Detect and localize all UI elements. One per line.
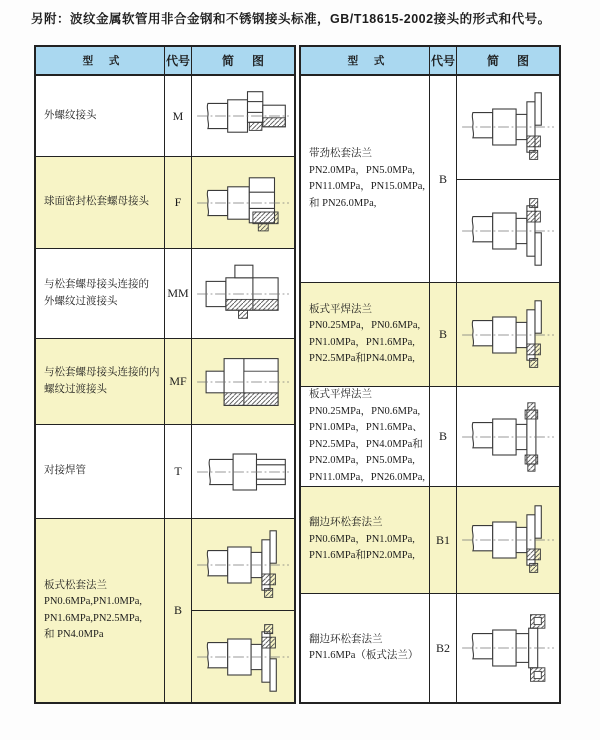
table-header-row	[301, 47, 559, 75]
table-row	[301, 593, 559, 702]
diagram-flange-sym	[457, 387, 559, 486]
fitting-type-line: 和 PN26.0MPa,	[309, 197, 377, 209]
fitting-diagram-cell	[456, 76, 559, 282]
fitting-type-line: PN11.0MPa，PN26.0MPa,	[309, 471, 426, 483]
loose-flange-stem-up-icon	[193, 529, 293, 601]
page-title: 另附：波纹金属软管用非合金钢和不锈钢接头标准，GB/T18615-2002接头的形式和代号。	[31, 12, 551, 26]
diagram-ring-b2	[457, 594, 559, 702]
fitting-type-cell	[301, 487, 429, 593]
header-code: 代号	[164, 47, 191, 74]
loose-flange-stem-up-icon	[458, 91, 558, 163]
fitting-diagram-cell	[456, 594, 559, 702]
fitting-type-line: 翻边环松套法兰	[309, 633, 383, 645]
fitting-diagram-cell	[456, 487, 559, 593]
table-row	[36, 156, 294, 248]
fitting-code-cell: B	[429, 76, 456, 282]
fitting-type-line: PN2.0MPa，PN5.0MPa,	[309, 455, 415, 466]
fitting-type-cell	[36, 249, 164, 338]
diagram-mm	[192, 249, 294, 338]
fitting-type-cell	[36, 339, 164, 424]
table-row	[301, 282, 559, 386]
table-row	[301, 486, 559, 593]
fitting-code-cell: B2	[429, 594, 456, 702]
fitting-type-line: 球面密封松套螺母接头	[44, 196, 149, 208]
fitting-diagram-cell	[191, 249, 294, 338]
fitting-type-cell	[301, 76, 429, 282]
fitting-diagram-cell	[191, 76, 294, 156]
fitting-diagram-cell	[456, 283, 559, 386]
fitting-type-line: 外螺纹过渡接头	[44, 295, 118, 307]
butt-weld-pipe-icon	[193, 436, 293, 508]
male-female-adapter-icon	[193, 346, 293, 418]
fitting-diagram-cell	[456, 387, 559, 486]
fitting-code-cell: T	[164, 425, 191, 518]
fitting-type-cell	[36, 519, 164, 702]
fitting-code-cell: MF	[164, 339, 191, 424]
fitting-type-line: PN1.6MPa和PN2.0MPa,	[309, 550, 415, 562]
fitting-type-line: PN1.0MPa，PN1.6MPa,	[309, 336, 415, 348]
fitting-type-line: 板式平焊法兰	[309, 303, 372, 315]
fitting-type-cell	[36, 425, 164, 518]
fittings-table-left	[34, 45, 296, 704]
lapped-ring-flange-icon	[458, 612, 558, 684]
fitting-type-line: PN2.0MPa，PN5.0MPa,	[309, 164, 415, 176]
fitting-code-cell: B	[164, 519, 191, 702]
fitting-type-line: PN1.6MPa,PN2.5MPa,	[44, 612, 143, 624]
fittings-table-right	[299, 45, 561, 704]
fitting-type-line: PN1.6MPa（板式法兰）	[309, 650, 419, 661]
table-row	[301, 75, 559, 282]
loose-flange-stem-up-icon	[458, 299, 558, 371]
fitting-type-line: PN1.0MPa，PN1.6MPa、	[309, 422, 423, 433]
fitting-type-line: 外螺纹接头	[44, 109, 97, 121]
fitting-type-line: PN2.5MPa，PN4.0MPa和	[309, 438, 423, 450]
fitting-type-line: 螺纹过渡接头	[44, 383, 107, 395]
fitting-type-cell	[301, 283, 429, 386]
fitting-type-line: PN0.25MPa，PN0.6MPa,	[309, 405, 421, 417]
fitting-diagram-cell	[191, 157, 294, 248]
fitting-type-line: PN2.5MPa和PN4.0MPa,	[309, 353, 415, 364]
table-row	[301, 386, 559, 486]
diagram-f	[192, 157, 294, 248]
fitting-code-cell: B	[429, 387, 456, 486]
table-row	[36, 338, 294, 424]
table-row	[36, 424, 294, 518]
fitting-diagram-cell	[191, 425, 294, 518]
table-header-row	[36, 47, 294, 75]
fitting-type-line: 对接焊管	[44, 465, 86, 477]
loose-flange-stem-down-icon	[458, 195, 558, 267]
header-type: 型 式	[347, 56, 385, 67]
union-nut-fitting-icon	[193, 167, 293, 239]
fitting-type-line: PN0.6MPa,PN1.0MPa,	[44, 596, 143, 607]
fitting-code-cell: F	[164, 157, 191, 248]
fitting-type-line: PN0.25MPa，PN0.6MPa,	[309, 320, 421, 331]
fitting-type-line: 翻边环松套法兰	[309, 517, 383, 529]
fitting-diagram-cell	[191, 519, 294, 702]
fitting-type-cell	[301, 387, 429, 486]
header-type: 型 式	[82, 56, 120, 67]
fitting-type-line: PN0.6MPa，PN1.0MPa,	[309, 533, 415, 545]
fitting-diagram-cell	[191, 339, 294, 424]
table-row	[36, 75, 294, 156]
table-row	[36, 518, 294, 702]
male-male-adapter-icon	[193, 258, 293, 330]
fitting-type-cell	[36, 157, 164, 248]
fitting-type-line: 板式平焊法兰	[309, 389, 372, 400]
fitting-code-cell: B1	[429, 487, 456, 593]
fitting-type-line: 板式松套法兰	[44, 579, 107, 591]
header-diagram: 简 图	[456, 47, 559, 74]
fitting-type-line: PN11.0MPa，PN15.0MPa,	[309, 181, 426, 192]
diagram-t	[192, 425, 294, 518]
fitting-code-cell: M	[164, 76, 191, 156]
diagram-flange-up	[457, 76, 559, 179]
male-thread-fitting-icon	[193, 80, 293, 152]
fitting-type-line: 和 PN4.0MPa	[44, 629, 104, 640]
fitting-type-cell	[301, 594, 429, 702]
diagram-flange-down	[457, 179, 559, 283]
fitting-type-line: 与松套螺母接头连接的内	[44, 367, 160, 378]
diagram-mf	[192, 339, 294, 424]
diagram-m	[192, 76, 294, 156]
diagram-flange-up	[457, 487, 559, 593]
diagram-flange-down	[192, 610, 294, 702]
diagram-flange-up	[192, 519, 294, 610]
table-row	[36, 248, 294, 338]
fitting-code-cell: B	[429, 283, 456, 386]
diagram-flange-up	[457, 283, 559, 386]
plate-weld-flange-icon	[458, 401, 558, 473]
header-code: 代号	[429, 47, 456, 74]
loose-flange-stem-down-icon	[193, 621, 293, 693]
fitting-type-cell	[36, 76, 164, 156]
fittings-tables	[34, 45, 561, 704]
loose-flange-stem-up-icon	[458, 504, 558, 576]
fitting-type-line: 带劲松套法兰	[309, 148, 372, 159]
header-diagram: 简 图	[191, 47, 294, 74]
fitting-code-cell: MM	[164, 249, 191, 338]
fitting-type-line: 与松套螺母接头连接的	[44, 279, 149, 290]
